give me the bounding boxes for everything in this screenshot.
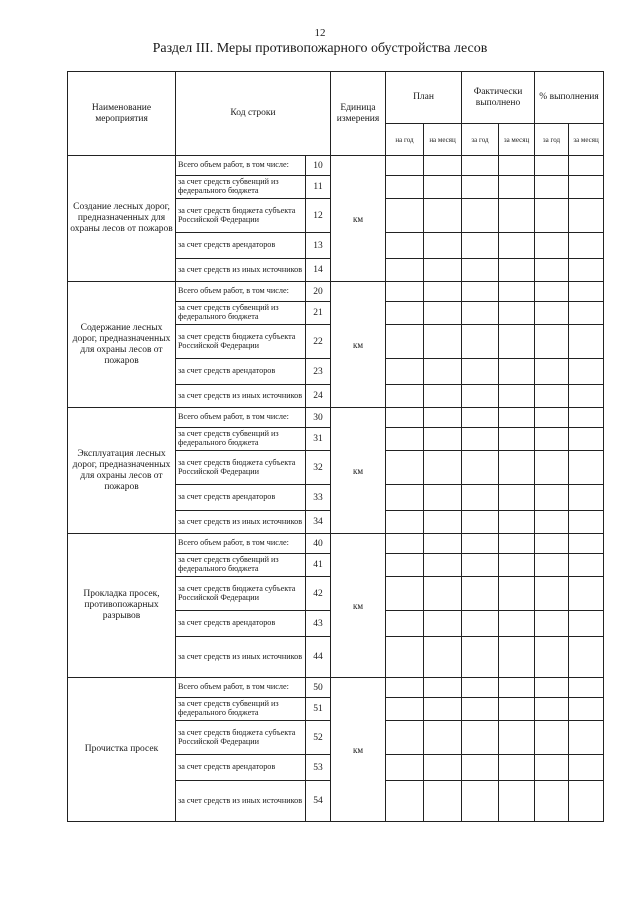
row-code: 53: [306, 755, 331, 781]
value-cell[interactable]: [386, 385, 424, 408]
funding-source: Всего объем работ, в том числе:: [176, 282, 306, 302]
value-cell[interactable]: [462, 485, 499, 511]
value-cell[interactable]: [424, 359, 462, 385]
value-cell[interactable]: [569, 156, 604, 176]
value-cell[interactable]: [386, 781, 424, 822]
header-code: Код строки: [176, 72, 331, 156]
header-actual: Фактически выполнено: [462, 72, 535, 124]
value-cell[interactable]: [424, 485, 462, 511]
value-cell[interactable]: [386, 408, 424, 428]
funding-source: за счет средств субвенций из федерального бюджета: [176, 698, 306, 721]
value-cell[interactable]: [424, 156, 462, 176]
value-cell[interactable]: [499, 451, 535, 485]
value-cell[interactable]: [462, 282, 499, 302]
value-cell[interactable]: [499, 282, 535, 302]
value-cell[interactable]: [499, 259, 535, 282]
value-cell[interactable]: [535, 678, 569, 698]
funding-source: за счет средств арендаторов: [176, 755, 306, 781]
value-cell[interactable]: [424, 176, 462, 199]
row-code: 41: [306, 554, 331, 577]
value-cell[interactable]: [386, 428, 424, 451]
funding-source: за счет средств из иных источников: [176, 385, 306, 408]
unit-cell: км: [331, 156, 386, 282]
row-code: 11: [306, 176, 331, 199]
funding-source: за счет средств субвенций из федерального бюджета: [176, 302, 306, 325]
value-cell[interactable]: [386, 511, 424, 534]
value-cell[interactable]: [462, 611, 499, 637]
value-cell[interactable]: [424, 698, 462, 721]
funding-source: за счет средств бюджета субъекта Российской Федерации: [176, 451, 306, 485]
value-cell[interactable]: [386, 282, 424, 302]
funding-source: за счет средств арендаторов: [176, 611, 306, 637]
table-row: [68, 156, 604, 176]
funding-source: за счет средств бюджета субъекта Российской Федерации: [176, 577, 306, 611]
table-row: [68, 678, 604, 698]
value-cell[interactable]: [499, 156, 535, 176]
funding-source: за счет средств из иных источников: [176, 781, 306, 822]
value-cell[interactable]: [462, 451, 499, 485]
value-cell[interactable]: [424, 678, 462, 698]
value-cell[interactable]: [499, 408, 535, 428]
row-code: 51: [306, 698, 331, 721]
value-cell[interactable]: [424, 721, 462, 755]
value-cell[interactable]: [569, 282, 604, 302]
value-cell[interactable]: [499, 428, 535, 451]
value-cell[interactable]: [535, 325, 569, 359]
unit-cell: км: [331, 678, 386, 822]
funding-source: за счет средств из иных источников: [176, 259, 306, 282]
table-row: [68, 534, 604, 554]
value-cell[interactable]: [462, 781, 499, 822]
value-cell[interactable]: [499, 755, 535, 781]
value-cell[interactable]: [386, 233, 424, 259]
funding-source: за счет средств субвенций из федерального бюджета: [176, 428, 306, 451]
value-cell[interactable]: [462, 408, 499, 428]
row-code: 50: [306, 678, 331, 698]
value-cell[interactable]: [535, 534, 569, 554]
row-code: 21: [306, 302, 331, 325]
value-cell[interactable]: [499, 199, 535, 233]
value-cell[interactable]: [386, 485, 424, 511]
value-cell[interactable]: [535, 408, 569, 428]
value-cell[interactable]: [462, 156, 499, 176]
value-cell[interactable]: [535, 781, 569, 822]
header-percent-year: за год: [535, 124, 569, 156]
value-cell[interactable]: [569, 233, 604, 259]
value-cell[interactable]: [569, 755, 604, 781]
value-cell[interactable]: [535, 577, 569, 611]
value-cell[interactable]: [386, 611, 424, 637]
value-cell[interactable]: [386, 554, 424, 577]
value-cell[interactable]: [569, 678, 604, 698]
header-plan-year: на год: [386, 124, 424, 156]
value-cell[interactable]: [569, 721, 604, 755]
value-cell[interactable]: [462, 385, 499, 408]
value-cell[interactable]: [462, 199, 499, 233]
value-cell[interactable]: [462, 325, 499, 359]
value-cell[interactable]: [535, 451, 569, 485]
value-cell[interactable]: [462, 637, 499, 678]
funding-source: за счет средств из иных источников: [176, 637, 306, 678]
value-cell[interactable]: [499, 485, 535, 511]
value-cell[interactable]: [424, 408, 462, 428]
row-code: 33: [306, 485, 331, 511]
value-cell[interactable]: [499, 511, 535, 534]
measure-name: Создание лесных дорог, предназначенных для охраны лесов от пожаров: [68, 156, 176, 282]
value-cell[interactable]: [535, 611, 569, 637]
value-cell[interactable]: [499, 554, 535, 577]
table-row: [68, 408, 604, 428]
value-cell[interactable]: [462, 534, 499, 554]
value-cell[interactable]: [569, 611, 604, 637]
value-cell[interactable]: [386, 698, 424, 721]
value-cell[interactable]: [569, 428, 604, 451]
value-cell[interactable]: [424, 451, 462, 485]
value-cell[interactable]: [424, 233, 462, 259]
header-actual-month: за месяц: [499, 124, 535, 156]
value-cell[interactable]: [569, 451, 604, 485]
value-cell[interactable]: [569, 176, 604, 199]
value-cell[interactable]: [386, 199, 424, 233]
value-cell[interactable]: [386, 637, 424, 678]
row-code: 13: [306, 233, 331, 259]
row-code: 20: [306, 282, 331, 302]
measure-name: Эксплуатация лесных дорог, предназначенных для охраны лесов от пожаров: [68, 408, 176, 534]
measure-name: Содержание лесных дорог, предназначенных для охраны лесов от пожаров: [68, 282, 176, 408]
value-cell[interactable]: [386, 755, 424, 781]
header-plan-month: на месяц: [424, 124, 462, 156]
table-row: [68, 282, 604, 302]
value-cell[interactable]: [424, 534, 462, 554]
funding-source: Всего объем работ, в том числе:: [176, 408, 306, 428]
row-code: 31: [306, 428, 331, 451]
funding-source: за счет средств арендаторов: [176, 485, 306, 511]
value-cell[interactable]: [499, 385, 535, 408]
value-cell[interactable]: [499, 678, 535, 698]
value-cell[interactable]: [424, 755, 462, 781]
funding-source: за счет средств арендаторов: [176, 359, 306, 385]
unit-cell: км: [331, 282, 386, 408]
value-cell[interactable]: [535, 511, 569, 534]
value-cell[interactable]: [462, 511, 499, 534]
value-cell[interactable]: [386, 156, 424, 176]
value-cell[interactable]: [386, 176, 424, 199]
value-cell[interactable]: [569, 554, 604, 577]
value-cell[interactable]: [569, 511, 604, 534]
row-code: 22: [306, 325, 331, 359]
value-cell[interactable]: [569, 325, 604, 359]
funding-source: за счет средств субвенций из федерального бюджета: [176, 554, 306, 577]
row-code: 12: [306, 199, 331, 233]
value-cell[interactable]: [569, 637, 604, 678]
value-cell[interactable]: [462, 698, 499, 721]
row-code: 30: [306, 408, 331, 428]
value-cell[interactable]: [424, 611, 462, 637]
value-cell[interactable]: [535, 385, 569, 408]
value-cell[interactable]: [386, 678, 424, 698]
value-cell[interactable]: [499, 534, 535, 554]
value-cell[interactable]: [569, 485, 604, 511]
row-code: 24: [306, 385, 331, 408]
funding-source: за счет средств из иных источников: [176, 511, 306, 534]
row-code: 42: [306, 577, 331, 611]
value-cell[interactable]: [569, 199, 604, 233]
value-cell[interactable]: [499, 233, 535, 259]
value-cell[interactable]: [499, 302, 535, 325]
value-cell[interactable]: [569, 302, 604, 325]
page-number: 12: [314, 27, 326, 39]
value-cell[interactable]: [424, 199, 462, 233]
value-cell[interactable]: [569, 359, 604, 385]
header-plan: План: [386, 72, 462, 124]
value-cell[interactable]: [535, 359, 569, 385]
value-cell[interactable]: [462, 428, 499, 451]
value-cell[interactable]: [569, 698, 604, 721]
value-cell[interactable]: [499, 577, 535, 611]
value-cell[interactable]: [569, 385, 604, 408]
value-cell[interactable]: [424, 282, 462, 302]
value-cell[interactable]: [424, 428, 462, 451]
value-cell[interactable]: [424, 325, 462, 359]
value-cell[interactable]: [424, 781, 462, 822]
value-cell[interactable]: [462, 359, 499, 385]
value-cell[interactable]: [535, 302, 569, 325]
value-cell[interactable]: [462, 302, 499, 325]
row-code: 10: [306, 156, 331, 176]
row-code: 44: [306, 637, 331, 678]
value-cell[interactable]: [386, 302, 424, 325]
value-cell[interactable]: [424, 577, 462, 611]
value-cell[interactable]: [424, 385, 462, 408]
unit-cell: км: [331, 534, 386, 678]
row-code: 43: [306, 611, 331, 637]
header-percent-month: за месяц: [569, 124, 604, 156]
value-cell[interactable]: [535, 485, 569, 511]
value-cell[interactable]: [569, 577, 604, 611]
value-cell[interactable]: [386, 451, 424, 485]
value-cell[interactable]: [462, 233, 499, 259]
unit-cell: км: [331, 408, 386, 534]
value-cell[interactable]: [462, 721, 499, 755]
value-cell[interactable]: [462, 259, 499, 282]
value-cell[interactable]: [535, 199, 569, 233]
value-cell[interactable]: [499, 325, 535, 359]
value-cell[interactable]: [462, 554, 499, 577]
value-cell[interactable]: [386, 721, 424, 755]
value-cell[interactable]: [535, 721, 569, 755]
value-cell[interactable]: [424, 554, 462, 577]
row-code: 54: [306, 781, 331, 822]
table-body: [68, 156, 604, 822]
value-cell[interactable]: [535, 156, 569, 176]
value-cell[interactable]: [499, 176, 535, 199]
row-code: 23: [306, 359, 331, 385]
value-cell[interactable]: [424, 259, 462, 282]
value-cell[interactable]: [424, 637, 462, 678]
fire-prevention-table: [67, 71, 604, 822]
funding-source: за счет средств бюджета субъекта Российской Федерации: [176, 721, 306, 755]
value-cell[interactable]: [386, 259, 424, 282]
funding-source: за счет средств бюджета субъекта Российской Федерации: [176, 325, 306, 359]
value-cell[interactable]: [535, 233, 569, 259]
value-cell[interactable]: [569, 408, 604, 428]
value-cell[interactable]: [499, 781, 535, 822]
funding-source: за счет средств субвенций из федерального бюджета: [176, 176, 306, 199]
funding-source: Всего объем работ, в том числе:: [176, 678, 306, 698]
value-cell[interactable]: [569, 781, 604, 822]
header-measure: Наименование мероприятия: [68, 72, 176, 156]
value-cell[interactable]: [499, 721, 535, 755]
value-cell[interactable]: [499, 637, 535, 678]
funding-source: за счет средств бюджета субъекта Российской Федерации: [176, 199, 306, 233]
value-cell[interactable]: [462, 755, 499, 781]
value-cell[interactable]: [499, 611, 535, 637]
value-cell[interactable]: [386, 325, 424, 359]
value-cell[interactable]: [535, 698, 569, 721]
value-cell[interactable]: [535, 259, 569, 282]
value-cell[interactable]: [535, 282, 569, 302]
value-cell[interactable]: [462, 176, 499, 199]
funding-source: Всего объем работ, в том числе:: [176, 534, 306, 554]
value-cell[interactable]: [569, 259, 604, 282]
row-code: 52: [306, 721, 331, 755]
row-code: 40: [306, 534, 331, 554]
header-percent: % выполнения: [535, 72, 604, 124]
value-cell[interactable]: [424, 511, 462, 534]
value-cell[interactable]: [535, 554, 569, 577]
value-cell[interactable]: [499, 359, 535, 385]
value-cell[interactable]: [462, 678, 499, 698]
header-actual-year: за год: [462, 124, 499, 156]
value-cell[interactable]: [535, 637, 569, 678]
row-code: 34: [306, 511, 331, 534]
value-cell[interactable]: [462, 577, 499, 611]
header-unit: Единица измерения: [331, 72, 386, 156]
section-title: Раздел III. Меры противопожарного обустройства лесов: [152, 41, 488, 56]
value-cell[interactable]: [386, 577, 424, 611]
value-cell[interactable]: [535, 755, 569, 781]
value-cell[interactable]: [386, 534, 424, 554]
measure-name: Прокладка просек, противопожарных разрывов: [68, 534, 176, 678]
funding-source: Всего объем работ, в том числе:: [176, 156, 306, 176]
funding-source: за счет средств арендаторов: [176, 233, 306, 259]
row-code: 14: [306, 259, 331, 282]
value-cell[interactable]: [535, 428, 569, 451]
row-code: 32: [306, 451, 331, 485]
value-cell[interactable]: [386, 359, 424, 385]
value-cell[interactable]: [535, 176, 569, 199]
value-cell[interactable]: [499, 698, 535, 721]
measure-name: Прочистка просек: [68, 678, 176, 822]
value-cell[interactable]: [569, 534, 604, 554]
value-cell[interactable]: [424, 302, 462, 325]
